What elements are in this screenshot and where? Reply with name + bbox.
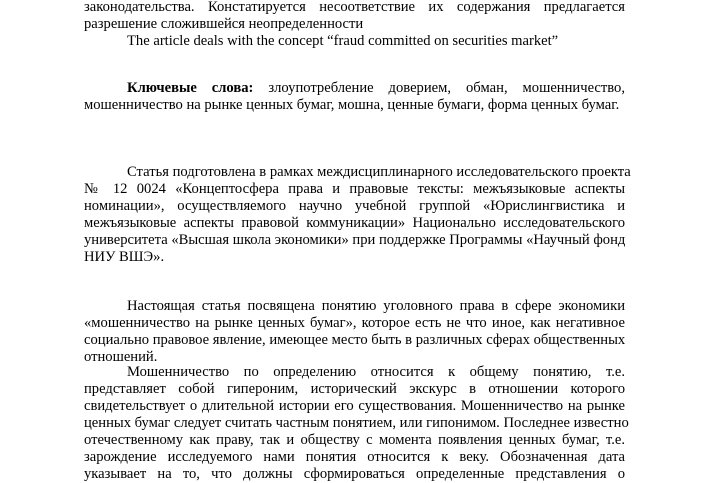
body-para2-line-3: свидетельствует о длительной истории его существования. Мошенничество на рынке <box>84 398 625 414</box>
abstract-english: The article deals with the concept “fraud committed on securities market” <box>127 33 559 49</box>
body-para1-line-1: Настоящая статья посвящена понятию уголовного права в сфере экономики <box>127 298 625 314</box>
body-para1-line-4: отношений. <box>84 349 158 365</box>
funding-line-1: Статья подготовлена в рамках междисциплинарного исследовательского проекта <box>127 164 631 180</box>
body-para2-line-7: указывает на то, что должны сформироваться определенные представления о <box>84 466 625 482</box>
body-para2-line-6: зарождение исследуемого нами понятия относится к веку. Обозначенная дата <box>84 449 625 465</box>
funding-line-4: межъязыковые аспекты правовой коммуникации» Национально исследовательского <box>84 215 625 231</box>
body-para1-line-3: социально правовое явление, имеющее место быть в различных сферах общественных <box>84 332 626 348</box>
funding-line-2: № 12 0024 «Концептосфера права и правовые тексты: межъязыковые аспекты <box>84 181 625 197</box>
funding-line-6: НИУ ВШЭ». <box>84 249 165 265</box>
body-para1-line-2: «мошенничество на рынке ценных бумаг», которое есть не что иное, как негативное <box>84 315 625 331</box>
keywords-label: Ключевые слова: <box>127 80 254 96</box>
keywords-text-1: злоупотребление доверием, обман, мошенничество, <box>268 80 625 96</box>
funding-line-3: номинации», осуществляемого научно учебной группой «Юрислингвистика и <box>84 198 625 214</box>
keywords-line-2: мошенничество на рынке ценных бумаг, мошна, ценные бумаги, форма ценных бумаг. <box>84 97 620 113</box>
body-para2-line-5: отечественному как праву, так и обществу с момента появления ценных бумаг, т.е. <box>84 432 625 448</box>
abstract-line-1: законодательства. Констатируется несоответствие их содержания предлагается <box>84 0 625 15</box>
abstract-line-2: разрешение сложившейся неопределенности <box>84 16 364 32</box>
body-para2-line-2: представляет собой гипероним, исторический экскурс в отношении которого <box>84 381 625 397</box>
keywords-line-1 <box>127 80 625 97</box>
funding-line-5: университета «Высшая школа экономики» при поддержке Программы «Научный фонд <box>84 232 626 248</box>
body-para2-line-1: Мошенничество по определению относится к общему понятию, т.е. <box>127 364 625 380</box>
body-para2-line-4: ценных бумаг следует считать частным понятием, или гипонимом. Последнее известно <box>84 415 629 431</box>
